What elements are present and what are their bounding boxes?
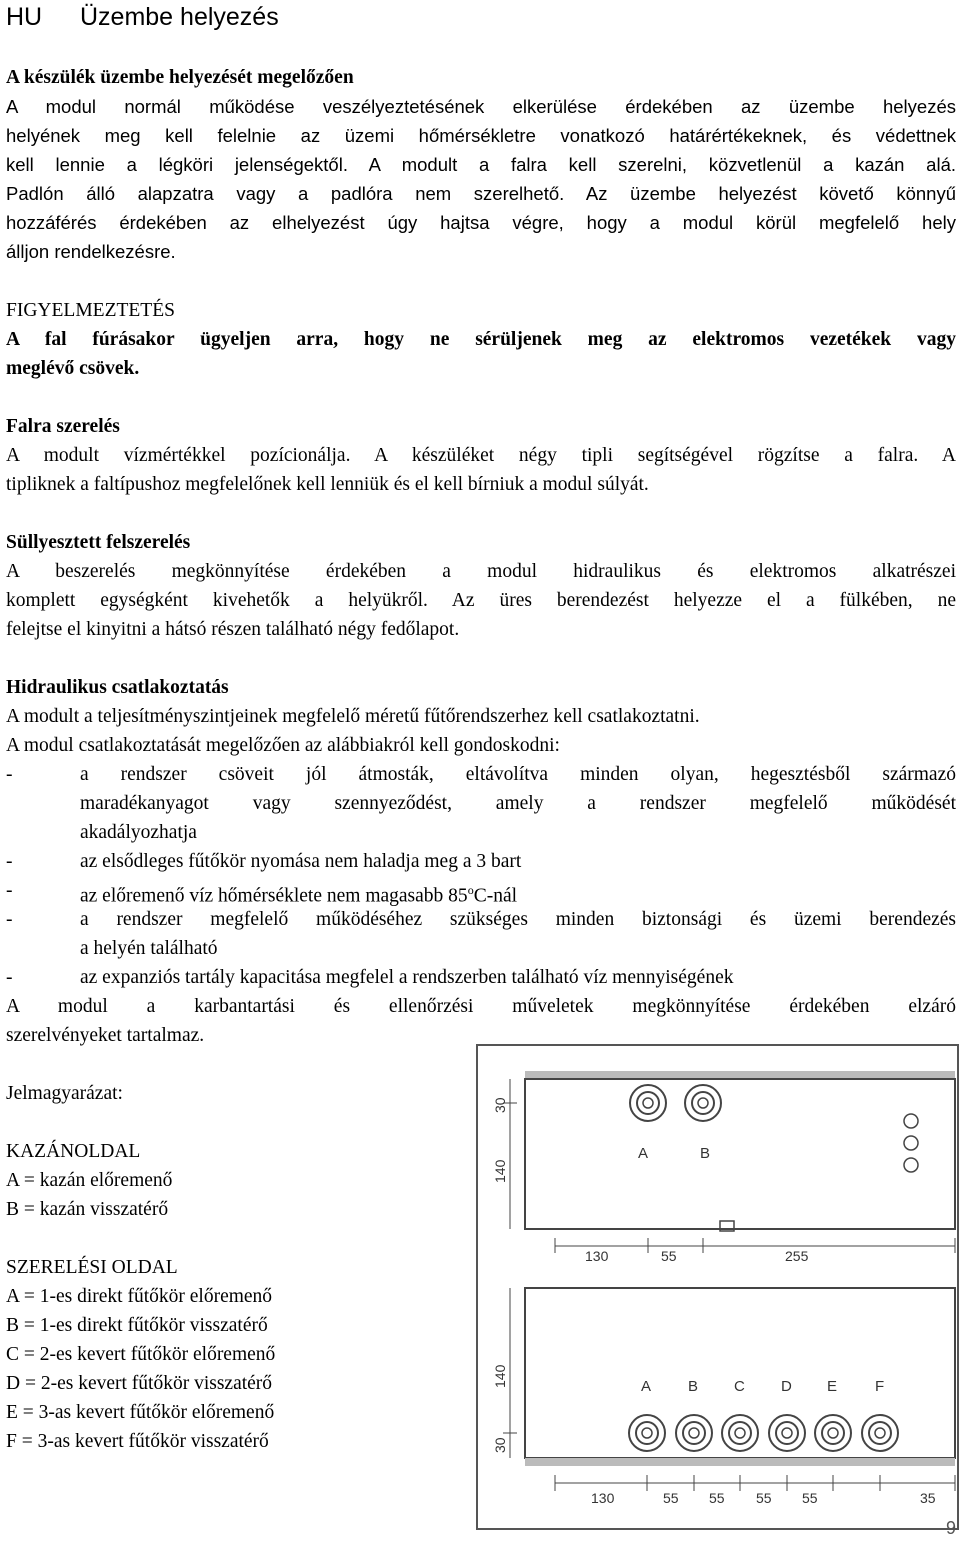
bottom-fitting-c <box>722 1415 758 1451</box>
bottom-dim-55: 55 <box>663 1490 679 1506</box>
list-item-text: C-nál <box>473 885 518 907</box>
paragraph-line: A modult vízmértékkel pozícionálja. A készüléket négy tipli segítségével rögzítse a falra. A <box>6 445 956 466</box>
list-item: a helyén található <box>80 938 218 959</box>
list-item: az elsődleges fűtőkör nyomása nem haladja meg a 3 bart <box>80 851 522 872</box>
paragraph-line: kell lennie a légköri jelenségektől. A modult a falra kell szerelni, közvetlenül a kazán alá. <box>6 154 956 175</box>
list-item: az expanziós tartály kapacitása megfelel a rendszerben található víz mennyiségének <box>80 967 734 988</box>
paragraph-line: Padlón álló alapzatra vagy a padlóra nem szerelhető. Az üzembe helyezést követő könnyű <box>6 183 956 204</box>
paragraph-line: hozzáférés érdekében az elhelyezést úgy hajtsa végre, hogy a modul körül megfelelő hely <box>6 212 956 233</box>
list-bullet: - <box>6 764 13 785</box>
paragraph-line: helyének meg kell felelnie az üzemi hőmérsékletre vonatkozó határértékeknek, és védettnek <box>6 125 956 146</box>
top-dim-255: 255 <box>785 1248 809 1264</box>
list-item-text: az előremenő víz hőmérséklete nem magasabb 85 <box>80 885 468 907</box>
legend-item: D = 2-es kevert fűtőkör visszatérő <box>6 1373 273 1394</box>
top-hatch <box>525 1071 955 1079</box>
legend-item: B = 1-es direkt fűtőkör visszatérő <box>6 1315 268 1336</box>
cable-gland <box>904 1158 918 1172</box>
paragraph-line: A modult a teljesítményszintjeinek megfelelő méretű fűtőrendszerhez kell csatlakoztatni. <box>6 706 700 727</box>
legend-item: F = 3-as kevert fűtőkör visszatérő <box>6 1431 269 1452</box>
paragraph-line: tipliknek a faltípushoz megfelelőnek kell lenniük és el kell bírniuk a modul súlyát. <box>6 474 649 495</box>
section-heading-preinstall: A készülék üzembe helyezését megelőzően <box>6 67 354 88</box>
bottom-label-e: E <box>827 1378 838 1395</box>
bottom-hatch <box>525 1458 955 1466</box>
bottom-label-a: A <box>641 1378 652 1395</box>
top-panel <box>492 1071 955 1264</box>
legend-item: A = 1-es direkt fűtőkör előremenő <box>6 1286 273 1307</box>
bottom-panel <box>492 1288 955 1506</box>
top-dim-30: 30 <box>492 1097 508 1113</box>
top-label-b: B <box>700 1145 711 1162</box>
list-item: a rendszer csöveit jól átmosták, eltávolítva minden olyan, hegesztésből származó <box>80 764 956 785</box>
top-fitting-b <box>685 1085 721 1121</box>
section-heading-wall: Falra szerelés <box>6 416 120 437</box>
paragraph-line: A beszerelés megkönnyítése érdekében a modul hidraulikus és elektromos alkatrészei <box>6 561 956 582</box>
bottom-dim-140: 140 <box>492 1364 508 1388</box>
bottom-dim-30: 30 <box>492 1437 508 1453</box>
warning-heading: FIGYELMEZTETÉS <box>6 300 175 321</box>
paragraph-line: A modul csatlakoztatását megelőzően az alábbiakról kell gondoskodni: <box>6 735 560 756</box>
legend-item: E = 3-as kevert fűtőkör előremenő <box>6 1402 275 1423</box>
paragraph-line: A modul a karbantartási és ellenőrzési műveletek megkönnyítése érdekében elzáró <box>6 996 956 1017</box>
bottom-dim-130: 130 <box>591 1490 615 1506</box>
bottom-dim-55: 55 <box>802 1490 818 1506</box>
top-label-a: A <box>638 1145 649 1162</box>
list-bullet: - <box>6 851 13 872</box>
top-dim-140: 140 <box>492 1159 508 1183</box>
legend-heading-install: SZERELÉSI OLDAL <box>6 1257 178 1278</box>
bottom-dim-55: 55 <box>756 1490 772 1506</box>
paragraph-line: szerelvényeket tartalmaz. <box>6 1025 205 1046</box>
bottom-dim-55: 55 <box>709 1490 725 1506</box>
page-title: Üzembe helyezés <box>80 3 279 31</box>
list-item: maradékanyagot vagy szennyeződést, amely a rendszer megfelelő működését <box>80 793 956 814</box>
degree-superscript: o <box>467 883 474 897</box>
paragraph-line: felejtse el kinyitni a hátsó részen található négy fedőlapot. <box>6 619 460 640</box>
bottom-fitting-e <box>815 1415 851 1451</box>
paragraph-line: A modul normál működése veszélyeztetésének elkerülése érdekében az üzembe helyezés <box>6 96 956 117</box>
list-item: a rendszer megfelelő működéséhez szükséges minden biztonsági és üzemi berendezés <box>80 909 956 930</box>
top-panel-body <box>525 1079 955 1229</box>
connection-diagram <box>475 1043 960 1533</box>
bottom-label-b: B <box>688 1378 699 1395</box>
warning-line: meglévő csövek. <box>6 358 140 379</box>
legend-item: B = kazán visszatérő <box>6 1199 169 1220</box>
bottom-fittings <box>629 1415 898 1451</box>
bottom-label-c: C <box>734 1378 745 1395</box>
bottom-label-d: D <box>781 1378 792 1395</box>
list-item: akadályozhatja <box>80 822 197 843</box>
section-heading-recessed: Süllyesztett felszerelés <box>6 532 191 553</box>
paragraph-line: álljon rendelkezésre. <box>6 241 176 262</box>
top-dim-55: 55 <box>661 1248 677 1264</box>
bottom-fitting-b <box>676 1415 712 1451</box>
bottom-fitting-d <box>769 1415 805 1451</box>
cable-gland <box>904 1114 918 1128</box>
legend-heading-boiler: KAZÁNOLDAL <box>6 1141 141 1162</box>
bottom-fitting-f <box>862 1415 898 1451</box>
cable-gland <box>904 1136 918 1150</box>
section-heading-hydraulic: Hidraulikus csatlakoztatás <box>6 677 229 698</box>
page-number: 9 <box>945 1518 956 1538</box>
legend-title: Jelmagyarázat: <box>6 1083 123 1104</box>
bottom-label-f: F <box>875 1378 885 1395</box>
list-bullet: - <box>6 909 13 930</box>
legend-item: C = 2-es kevert fűtőkör előremenő <box>6 1344 276 1365</box>
paragraph-line: komplett egységként kivehetők a helyükről. Az üres berendezést helyezze el a fülkében, ne <box>6 590 956 611</box>
top-dim-130: 130 <box>585 1248 609 1264</box>
list-bullet: - <box>6 880 13 901</box>
top-fitting-a <box>630 1085 666 1121</box>
warning-line: A fal fúrásakor ügyeljen arra, hogy ne sérüljenek meg az elektromos vezetékek vagy <box>6 329 956 350</box>
bottom-dim-35: 35 <box>920 1490 936 1506</box>
legend-item: A = kazán előremenő <box>6 1170 173 1191</box>
bottom-fitting-a <box>629 1415 665 1451</box>
list-bullet: - <box>6 967 13 988</box>
language-code: HU <box>6 3 43 31</box>
